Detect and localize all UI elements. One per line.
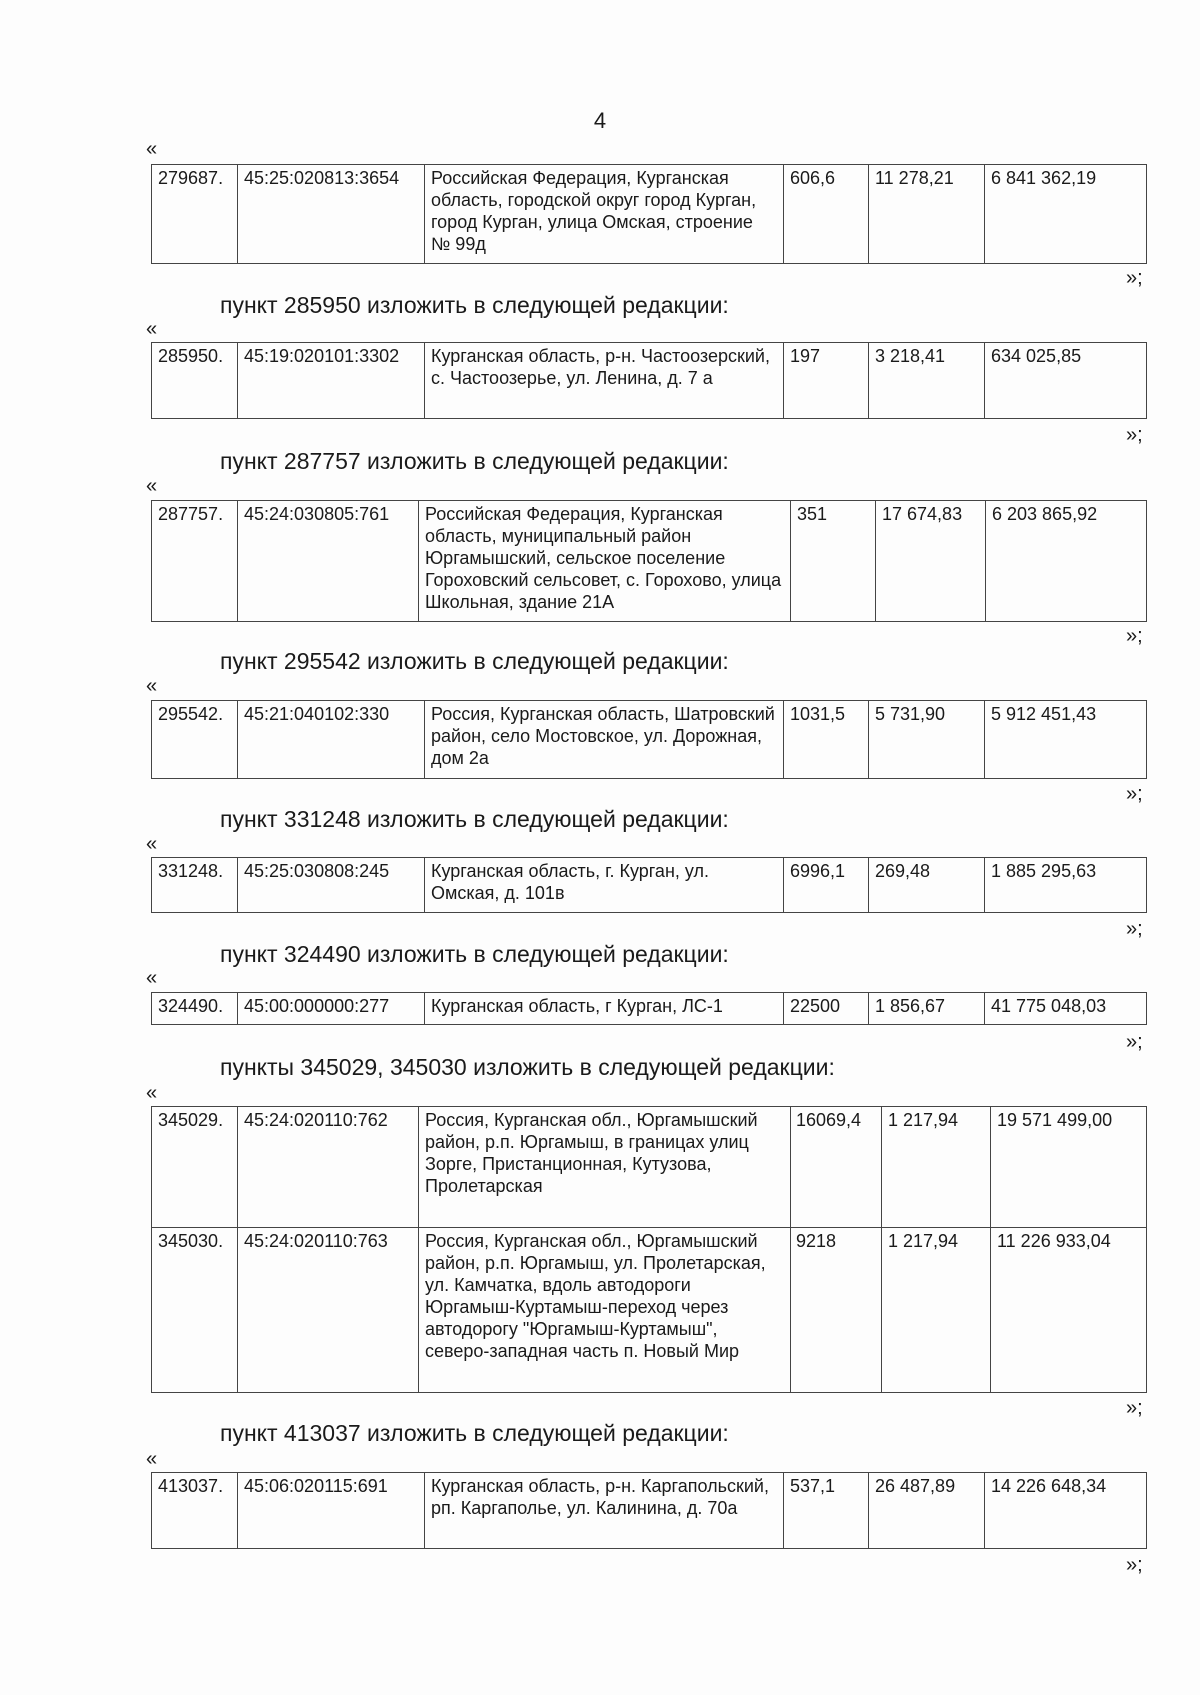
area: 9218 bbox=[791, 1228, 882, 1393]
area: 606,6 bbox=[784, 165, 869, 264]
close-quote: »; bbox=[1126, 1031, 1143, 1053]
close-quote: »; bbox=[1126, 625, 1143, 647]
cadastral-value: 5 912 451,43 bbox=[985, 701, 1147, 779]
cadastral-number: 45:25:020813:3654 bbox=[238, 165, 425, 264]
cadastral-number: 45:24:030805:761 bbox=[238, 501, 419, 622]
close-quote: »; bbox=[1126, 783, 1143, 805]
close-quote: »; bbox=[1126, 267, 1143, 289]
record-table bbox=[151, 992, 1147, 1025]
cadastral-price: 17 674,83 bbox=[876, 501, 986, 622]
cadastral-number: 45:06:020115:691 bbox=[238, 1473, 425, 1549]
cadastral-value: 14 226 648,34 bbox=[985, 1473, 1147, 1549]
cadastral-value: 6 841 362,19 bbox=[985, 165, 1147, 264]
area: 197 bbox=[784, 343, 869, 419]
open-quote: « bbox=[146, 675, 158, 697]
cadastral-price: 1 856,67 bbox=[869, 993, 985, 1025]
item-number: 345029. bbox=[152, 1107, 238, 1228]
area: 6996,1 bbox=[784, 858, 869, 913]
item-number: 287757. bbox=[152, 501, 238, 622]
amendment-heading: пункт 331248 изложить в следующей редакции: bbox=[220, 806, 729, 832]
item-number: 295542. bbox=[152, 701, 238, 779]
item-number: 413037. bbox=[152, 1473, 238, 1549]
table-row bbox=[152, 1228, 1147, 1393]
area: 16069,4 bbox=[791, 1107, 882, 1228]
item-number: 331248. bbox=[152, 858, 238, 913]
address: Россия, Курганская область, Шатровский район, село Мостовское, ул. Дорожная, дом 2а bbox=[425, 701, 784, 779]
table-row bbox=[152, 343, 1147, 419]
cadastral-value: 11 226 933,04 bbox=[991, 1228, 1147, 1393]
amendment-heading: пункт 285950 изложить в следующей редакции: bbox=[220, 292, 729, 318]
open-quote: « bbox=[146, 967, 158, 989]
area: 351 bbox=[791, 501, 876, 622]
table-row bbox=[152, 858, 1147, 913]
area: 1031,5 bbox=[784, 701, 869, 779]
table-row bbox=[152, 1107, 1147, 1228]
cadastral-value: 41 775 048,03 bbox=[985, 993, 1147, 1025]
open-quote: « bbox=[146, 138, 158, 160]
close-quote: »; bbox=[1126, 1397, 1143, 1419]
cadastral-value: 6 203 865,92 bbox=[986, 501, 1147, 622]
cadastral-value: 634 025,85 bbox=[985, 343, 1147, 419]
record-table bbox=[151, 1106, 1147, 1393]
open-quote: « bbox=[146, 833, 158, 855]
item-number: 324490. bbox=[152, 993, 238, 1025]
record-table bbox=[151, 164, 1147, 264]
address: Российская Федерация, Курганская область, муниципальный район Юргамышский, сельское поселение Гороховский сельсовет, с. Горохово, улица Школьная, здание 21А bbox=[419, 501, 791, 622]
cadastral-value: 19 571 499,00 bbox=[991, 1107, 1147, 1228]
item-number: 345030. bbox=[152, 1228, 238, 1393]
cadastral-number: 45:21:040102:330 bbox=[238, 701, 425, 779]
address: Россия, Курганская обл., Юргамышский район, р.п. Юргамыш, в границах улиц Зорге, Пристанционная, Кутузова, Пролетарская bbox=[419, 1107, 791, 1228]
table-row bbox=[152, 1473, 1147, 1549]
amendment-heading: пункт 295542 изложить в следующей редакции: bbox=[220, 648, 729, 674]
amendment-heading: пункт 413037 изложить в следующей редакции: bbox=[220, 1420, 729, 1446]
amendment-heading: пункт 287757 изложить в следующей редакции: bbox=[220, 448, 729, 474]
close-quote: »; bbox=[1126, 918, 1143, 940]
cadastral-price: 11 278,21 bbox=[869, 165, 985, 264]
amendment-heading: пункт 324490 изложить в следующей редакции: bbox=[220, 941, 729, 967]
record-table bbox=[151, 857, 1147, 913]
cadastral-number: 45:24:020110:762 bbox=[238, 1107, 419, 1228]
cadastral-number: 45:25:030808:245 bbox=[238, 858, 425, 913]
open-quote: « bbox=[146, 475, 158, 497]
cadastral-price: 1 217,94 bbox=[882, 1228, 991, 1393]
close-quote: »; bbox=[1126, 1554, 1143, 1576]
cadastral-price: 26 487,89 bbox=[869, 1473, 985, 1549]
area: 537,1 bbox=[784, 1473, 869, 1549]
cadastral-price: 1 217,94 bbox=[882, 1107, 991, 1228]
address: Россия, Курганская обл., Юргамышский район, р.п. Юргамыш, ул. Пролетарская, ул. Камчатка, вдоль автодороги Юргамыш-Куртамыш-переход через автодорогу "Юргамыш-Куртамыш", северо-западная часть п. Новый Мир bbox=[419, 1228, 791, 1393]
area: 22500 bbox=[784, 993, 869, 1025]
record-table bbox=[151, 1472, 1147, 1549]
address: Курганская область, г. Курган, ул. Омская, д. 101в bbox=[425, 858, 784, 913]
cadastral-price: 269,48 bbox=[869, 858, 985, 913]
cadastral-price: 3 218,41 bbox=[869, 343, 985, 419]
open-quote: « bbox=[146, 1448, 158, 1470]
cadastral-number: 45:00:000000:277 bbox=[238, 993, 425, 1025]
table-row bbox=[152, 165, 1147, 264]
record-table bbox=[151, 500, 1147, 622]
cadastral-value: 1 885 295,63 bbox=[985, 858, 1147, 913]
record-table bbox=[151, 342, 1147, 419]
address: Курганская область, р-н. Каргапольский, рп. Каргаполье, ул. Калинина, д. 70а bbox=[425, 1473, 784, 1549]
close-quote: »; bbox=[1126, 424, 1143, 446]
item-number: 279687. bbox=[152, 165, 238, 264]
open-quote: « bbox=[146, 1082, 158, 1104]
table-row bbox=[152, 993, 1147, 1025]
page-number: 4 bbox=[593, 108, 607, 133]
table-row bbox=[152, 701, 1147, 779]
amendment-heading: пункты 345029, 345030 изложить в следующей редакции: bbox=[220, 1054, 835, 1080]
address: Курганская область, р-н. Частоозерский, с. Частоозерье, ул. Ленина, д. 7 а bbox=[425, 343, 784, 419]
open-quote: « bbox=[146, 318, 158, 340]
cadastral-price: 5 731,90 bbox=[869, 701, 985, 779]
address: Российская Федерация, Курганская область, городской округ город Курган, город Курган, улица Омская, строение № 99д bbox=[425, 165, 784, 264]
cadastral-number: 45:24:020110:763 bbox=[238, 1228, 419, 1393]
cadastral-number: 45:19:020101:3302 bbox=[238, 343, 425, 419]
item-number: 285950. bbox=[152, 343, 238, 419]
table-row bbox=[152, 501, 1147, 622]
record-table bbox=[151, 700, 1147, 779]
address: Курганская область, г Курган, ЛС-1 bbox=[425, 993, 784, 1025]
